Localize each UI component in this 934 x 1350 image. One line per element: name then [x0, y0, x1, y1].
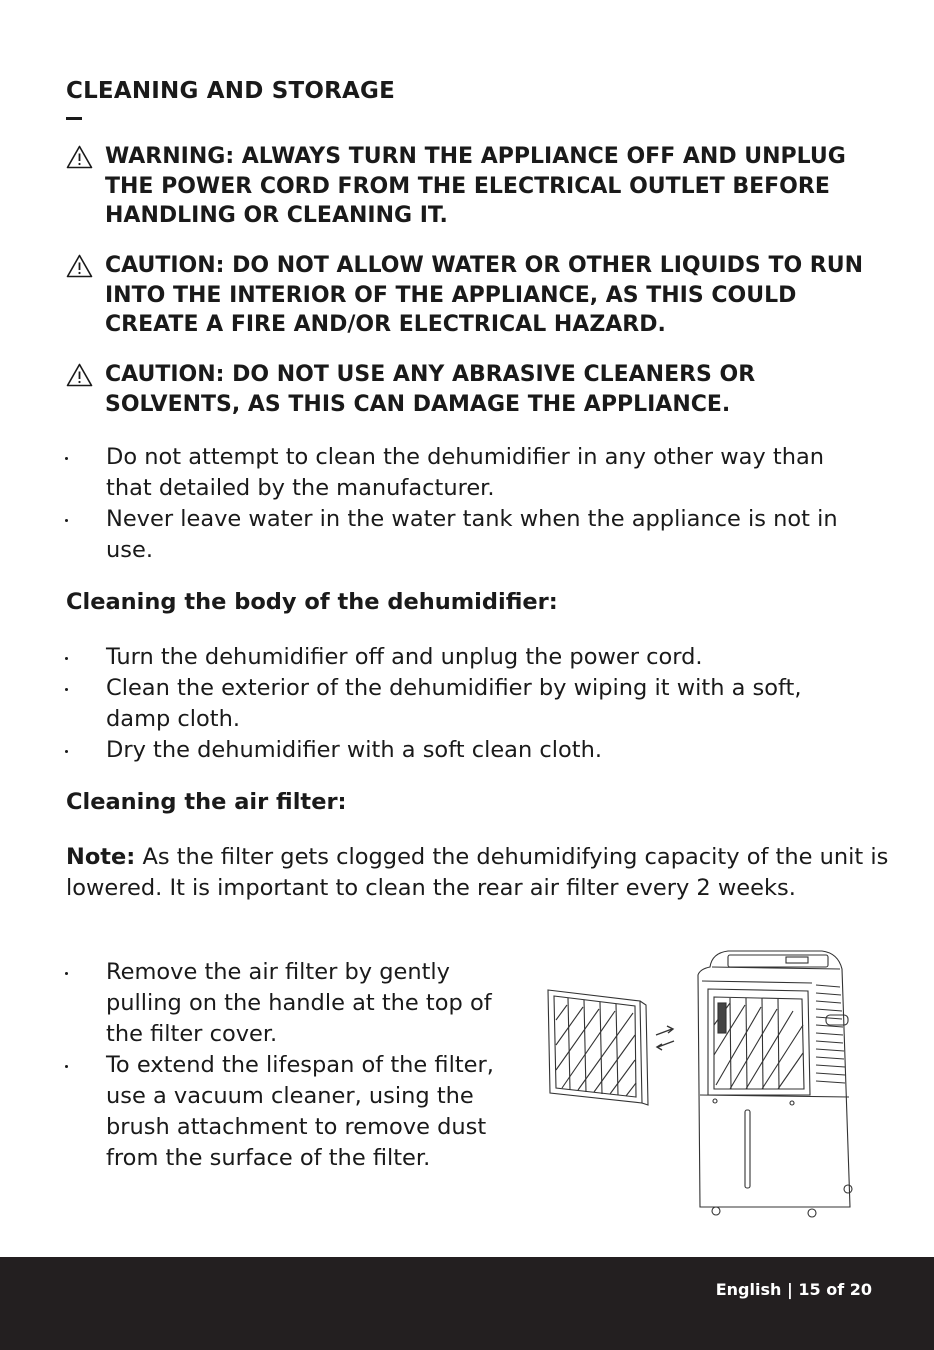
list-item: Dry the dehumidifier with a soft clean cloth. [62, 735, 862, 766]
list-item: To extend the lifespan of the filter, use a vacuum cleaner, using the brush attachment to remove dust from the surface of the filter. [62, 1050, 532, 1174]
list-item: Clean the exterior of the dehumidifier by wiping it with a soft, damp cloth. [62, 673, 862, 735]
list-item: Do not attempt to clean the dehumidifier in any other way than that detailed by the manufacturer. [62, 442, 862, 504]
filter-removal-illustration [540, 945, 880, 1220]
warning-text: WARNING: ALWAYS TURN THE APPLIANCE OFF AND UNPLUG THE POWER CORD FROM THE ELECTRICAL OUTLET BEFORE HANDLING OR CLEANING IT. [105, 144, 846, 228]
warning-triangle-icon [66, 363, 93, 387]
list-item: Remove the air filter by gently pulling on the handle at the top of the filter cover. [62, 957, 532, 1050]
filter-cleaning-list [62, 957, 532, 1174]
filter-cleaning-heading: Cleaning the air filter: [66, 789, 347, 815]
note-label: Note: [66, 844, 136, 870]
side-vents [816, 985, 845, 1083]
list-item: Turn the dehumidifier off and unplug the power cord. [62, 642, 862, 673]
section-title: CLEANING AND STORAGE [66, 78, 396, 104]
air-filter-panel [548, 990, 648, 1105]
page-number: English | 15 of 20 [715, 1280, 872, 1299]
warning-triangle-icon [66, 145, 93, 169]
list-item: Never leave water in the water tank when the appliance is not in use. [62, 504, 862, 566]
warning-notice-1 [66, 142, 896, 231]
warning-triangle-icon [66, 254, 93, 278]
caution-notice-2 [66, 360, 896, 419]
note-text: As the filter gets clogged the dehumidifying capacity of the unit is lowered. It is important to clean the rear air filter every 2 weeks. [66, 844, 889, 901]
caution-text: CAUTION: DO NOT ALLOW WATER OR OTHER LIQUIDS TO RUN INTO THE INTERIOR OF THE APPLIANCE, AS THIS COULD CREATE A FIRE AND/OR ELECTRICAL HAZARD. [105, 253, 864, 337]
arrows-icon [656, 1026, 674, 1050]
body-cleaning-list [62, 642, 862, 766]
filter-note [66, 842, 896, 904]
general-instructions-list [62, 442, 862, 566]
caution-notice-1 [66, 251, 896, 340]
title-underline-dash [66, 117, 82, 120]
dehumidifier-unit [698, 951, 852, 1217]
body-cleaning-heading: Cleaning the body of the dehumidifier: [66, 589, 558, 615]
caution-text: CAUTION: DO NOT USE ANY ABRASIVE CLEANERS OR SOLVENTS, AS THIS CAN DAMAGE THE APPLIANCE. [105, 362, 756, 417]
page-footer [0, 1257, 934, 1350]
